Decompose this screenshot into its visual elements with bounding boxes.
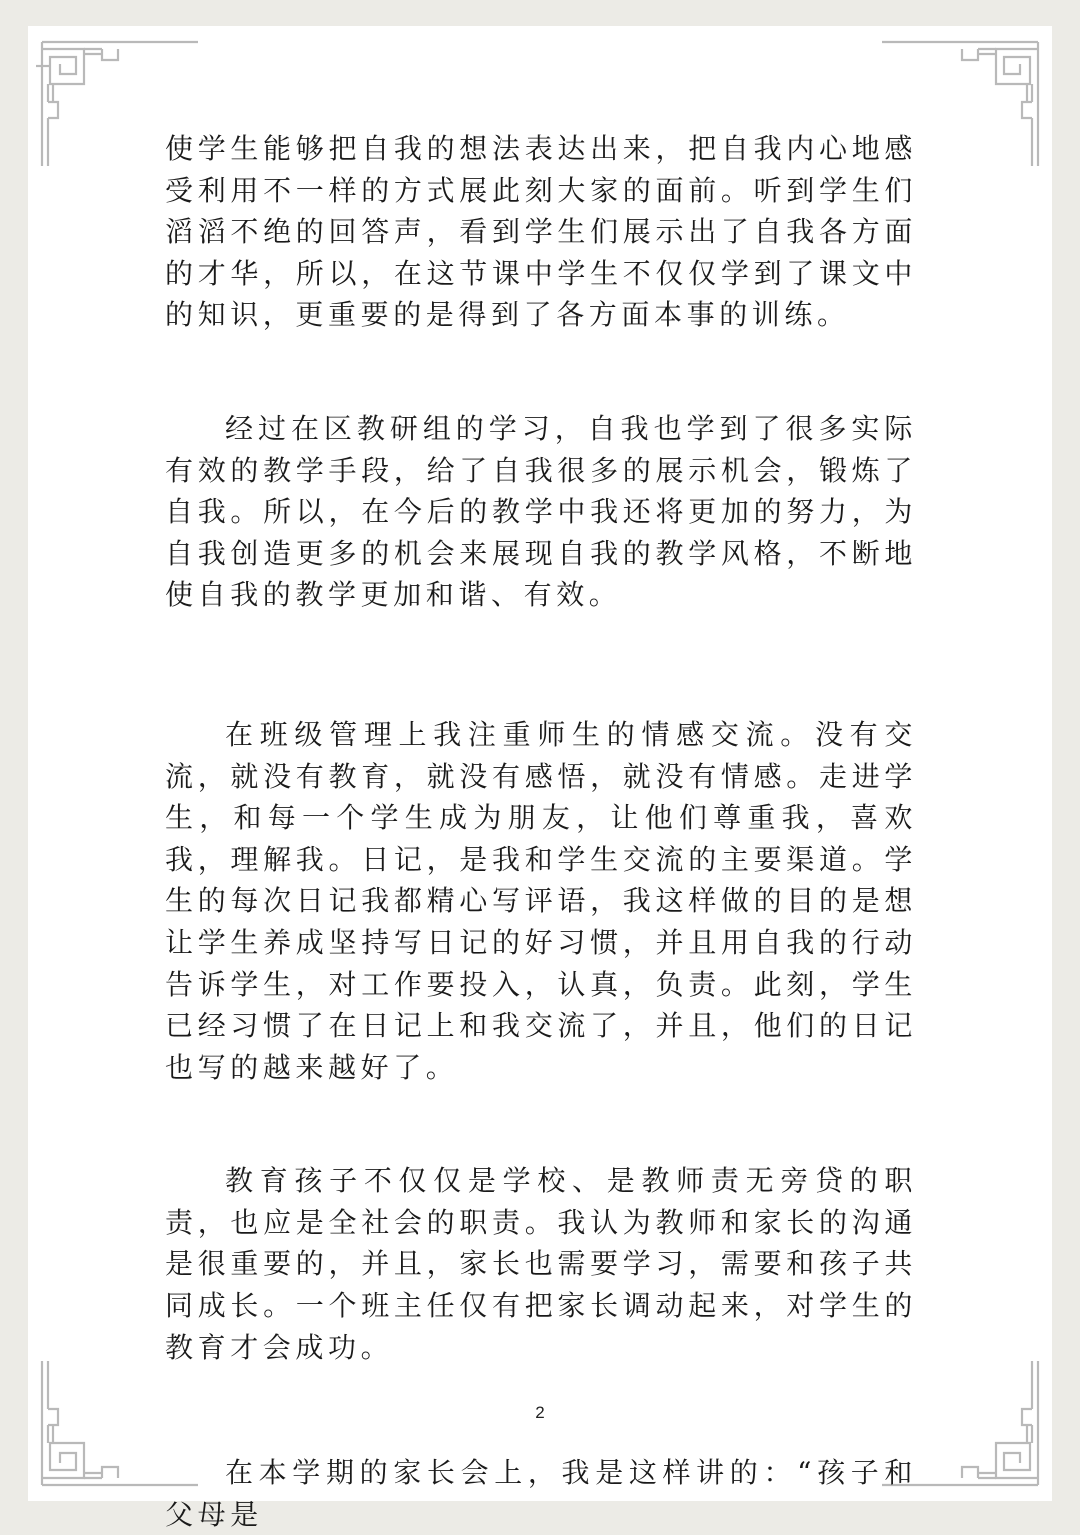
paragraph-parent-communication: 教育孩子不仅仅是学校、是教师责无旁贷的职责，也应是全社会的职责。我认为教师和家长的沟通是很重要的，并且，家长也需要学习，需要和孩子共同成长。一个班主任仅有把家长调动起来，对学生的教育才会成功。 xyxy=(165,1164,917,1364)
paragraph-parent-meeting: 在本学期的家长会上，我是这样讲的：“孩子和父母是 xyxy=(165,1456,917,1531)
paragraph-teaching-research: 经过在区教研组的学习，自我也学到了很多实际有效的教学手段，给了自我很多的展示机会，锻炼了自我。所以，在今后的教学中我还将更加的努力，为自我创造更多的机会来展现自我的教学风格，不断地使自我的教学更加和谐、有效。 xyxy=(165,411,917,612)
paragraph-class-management: 在班级管理上我注重师生的情感交流。没有交流，就没有教育，就没有感悟，就没有情感。走进学生，和每一个学生成为朋友，让他们尊重我，喜欢我，理解我。日记，是我和学生交流的主要渠道。学生的每次日记我都精心写评语，我这样做的目的是想让学生养成坚持写日记的好习惯，并且用自我的行动告诉学生，对工作要投入，认真，负责。此刻，学生已经习惯了在日记上和我交流了，并且，他们的日记也写的越来越好了。 xyxy=(165,717,917,1084)
paragraph-continuation: 使学生能够把自我的想法表达出来，把自我内心地感受利用不一样的方式展此刻大家的面前。听到学生们滔滔不绝的回答声，看到学生们展示出了自我各方面的才华，所以，在这节课中学生不仅仅学到了课文中的知识，更重要的是得到了各方面本事的训练。 xyxy=(165,132,917,332)
page-number: 2 xyxy=(535,1403,545,1422)
document-body xyxy=(165,128,917,1535)
